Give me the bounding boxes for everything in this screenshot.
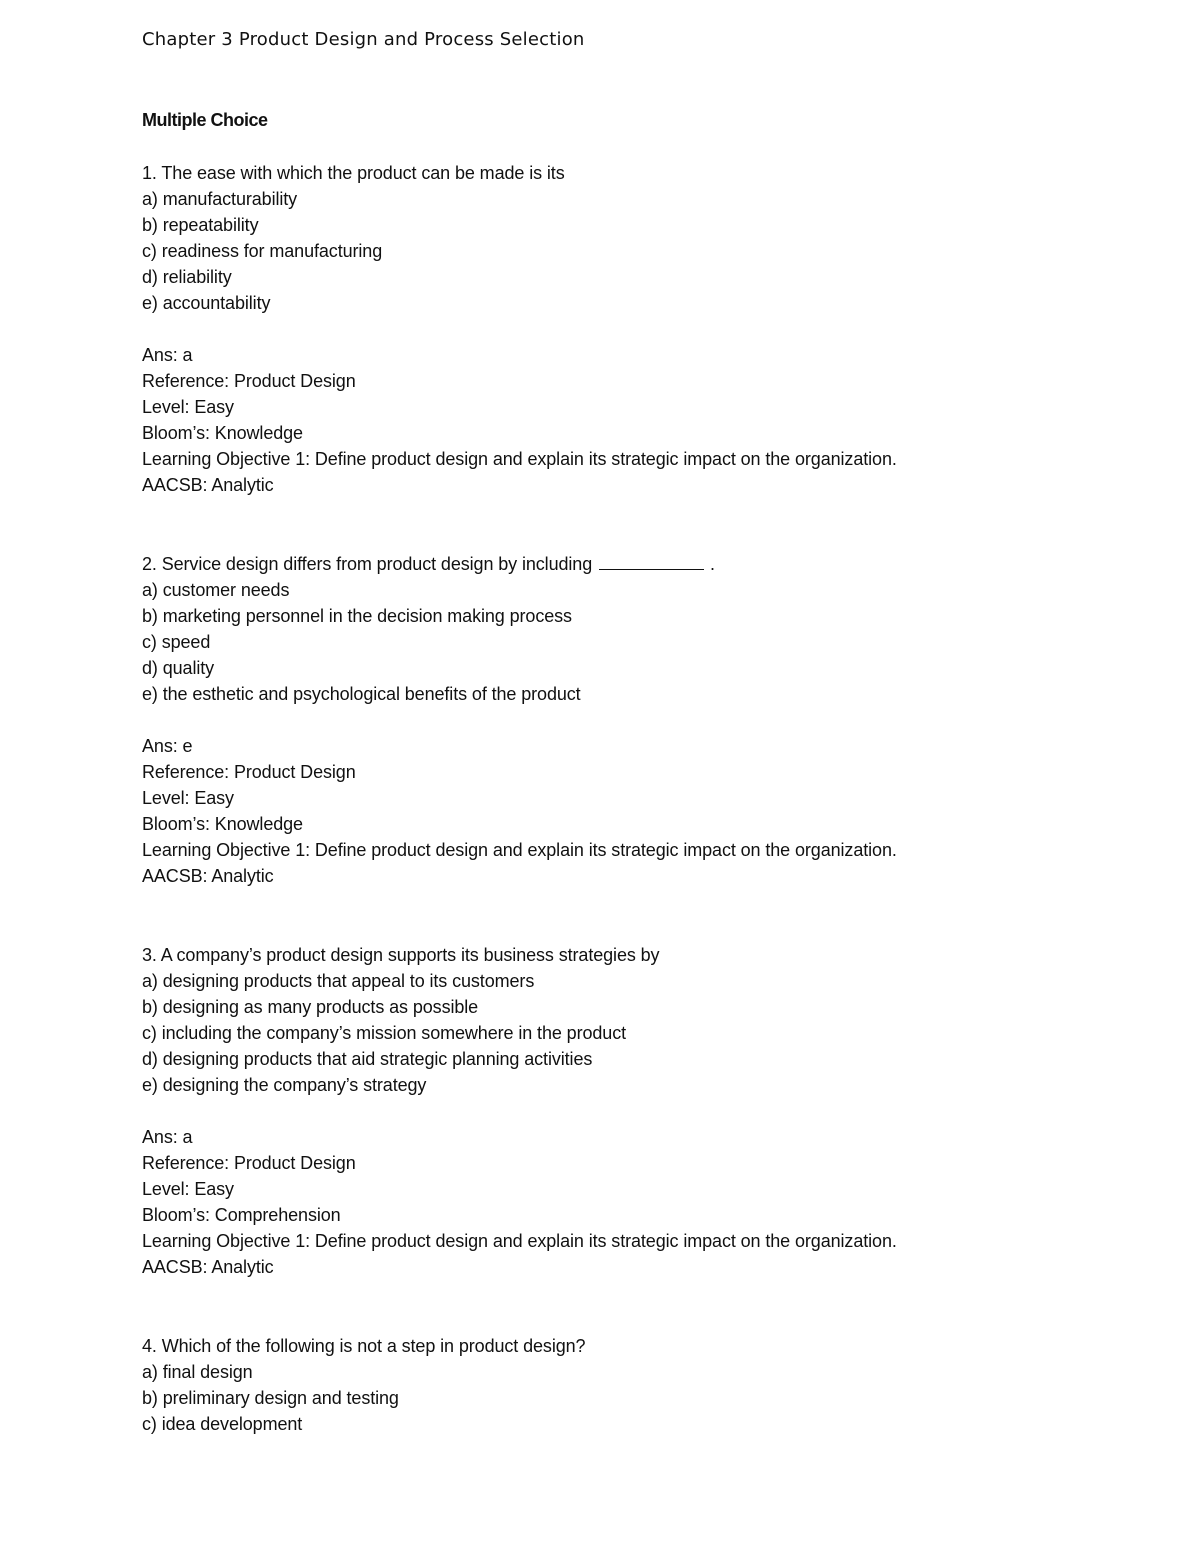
question-3-option-a: a) designing products that appeal to its customers <box>142 971 535 991</box>
question-3-option-c: c) including the company’s mission somewhere in the product <box>142 1023 627 1043</box>
question-3-objective: Learning Objective 1: Define product design and explain its strategic impact on the organization. <box>142 1231 897 1251</box>
question-3-stem: 3. A company’s product design supports its business strategies by <box>142 945 660 965</box>
question-1-option-c: c) readiness for manufacturing <box>142 241 383 261</box>
question-2-answer: Ans: e <box>142 736 193 756</box>
question-1-reference: Reference: Product Design <box>142 371 356 391</box>
question-2-option-a: a) customer needs <box>142 580 290 600</box>
question-3-blooms: Bloom’s: Comprehension <box>142 1205 341 1225</box>
question-2-blooms: Bloom’s: Knowledge <box>142 814 303 834</box>
question-2-reference: Reference: Product Design <box>142 762 356 782</box>
question-2-stem-line <box>142 553 715 575</box>
question-4-option-c: c) idea development <box>142 1414 303 1434</box>
question-2-aacsb: AACSB: Analytic <box>142 866 274 886</box>
question-1-option-d: d) reliability <box>142 267 232 287</box>
question-3-option-b: b) designing as many products as possible <box>142 997 479 1017</box>
question-1-option-a: a) manufacturability <box>142 189 298 209</box>
question-1-option-e: e) accountability <box>142 293 271 313</box>
question-2-level: Level: Easy <box>142 788 234 808</box>
question-2-option-c: c) speed <box>142 632 211 652</box>
page-header: Chapter 3 Product Design and Process Selection <box>142 29 585 50</box>
question-4-option-b: b) preliminary design and testing <box>142 1388 399 1408</box>
question-2-objective: Learning Objective 1: Define product design and explain its strategic impact on the organization. <box>142 840 897 860</box>
question-1-aacsb: AACSB: Analytic <box>142 475 274 495</box>
question-1-objective: Learning Objective 1: Define product design and explain its strategic impact on the organization. <box>142 449 897 469</box>
question-4-option-a: a) final design <box>142 1362 253 1382</box>
question-1-blooms: Bloom’s: Knowledge <box>142 423 303 443</box>
question-3-option-e: e) designing the company’s strategy <box>142 1075 427 1095</box>
section-title: Multiple Choice <box>142 110 268 130</box>
question-1-answer: Ans: a <box>142 345 193 365</box>
question-4-stem: 4. Which of the following is not a step in product design? <box>142 1336 586 1356</box>
question-3-option-d: d) designing products that aid strategic planning activities <box>142 1049 593 1069</box>
question-2-stem-end: . <box>710 554 715 574</box>
question-3-reference: Reference: Product Design <box>142 1153 356 1173</box>
question-1-option-b: b) repeatability <box>142 215 259 235</box>
question-3-level: Level: Easy <box>142 1179 234 1199</box>
question-2-option-e: e) the esthetic and psychological benefits of the product <box>142 684 581 704</box>
question-1-stem: 1. The ease with which the product can be made is its <box>142 163 565 183</box>
question-3-answer: Ans: a <box>142 1127 193 1147</box>
question-2-option-b: b) marketing personnel in the decision making process <box>142 606 572 626</box>
question-2-option-d: d) quality <box>142 658 215 678</box>
question-2-stem: 2. Service design differs from product design by including <box>142 554 593 574</box>
answer-blank <box>599 554 704 570</box>
question-1-level: Level: Easy <box>142 397 234 417</box>
question-3-aacsb: AACSB: Analytic <box>142 1257 274 1277</box>
